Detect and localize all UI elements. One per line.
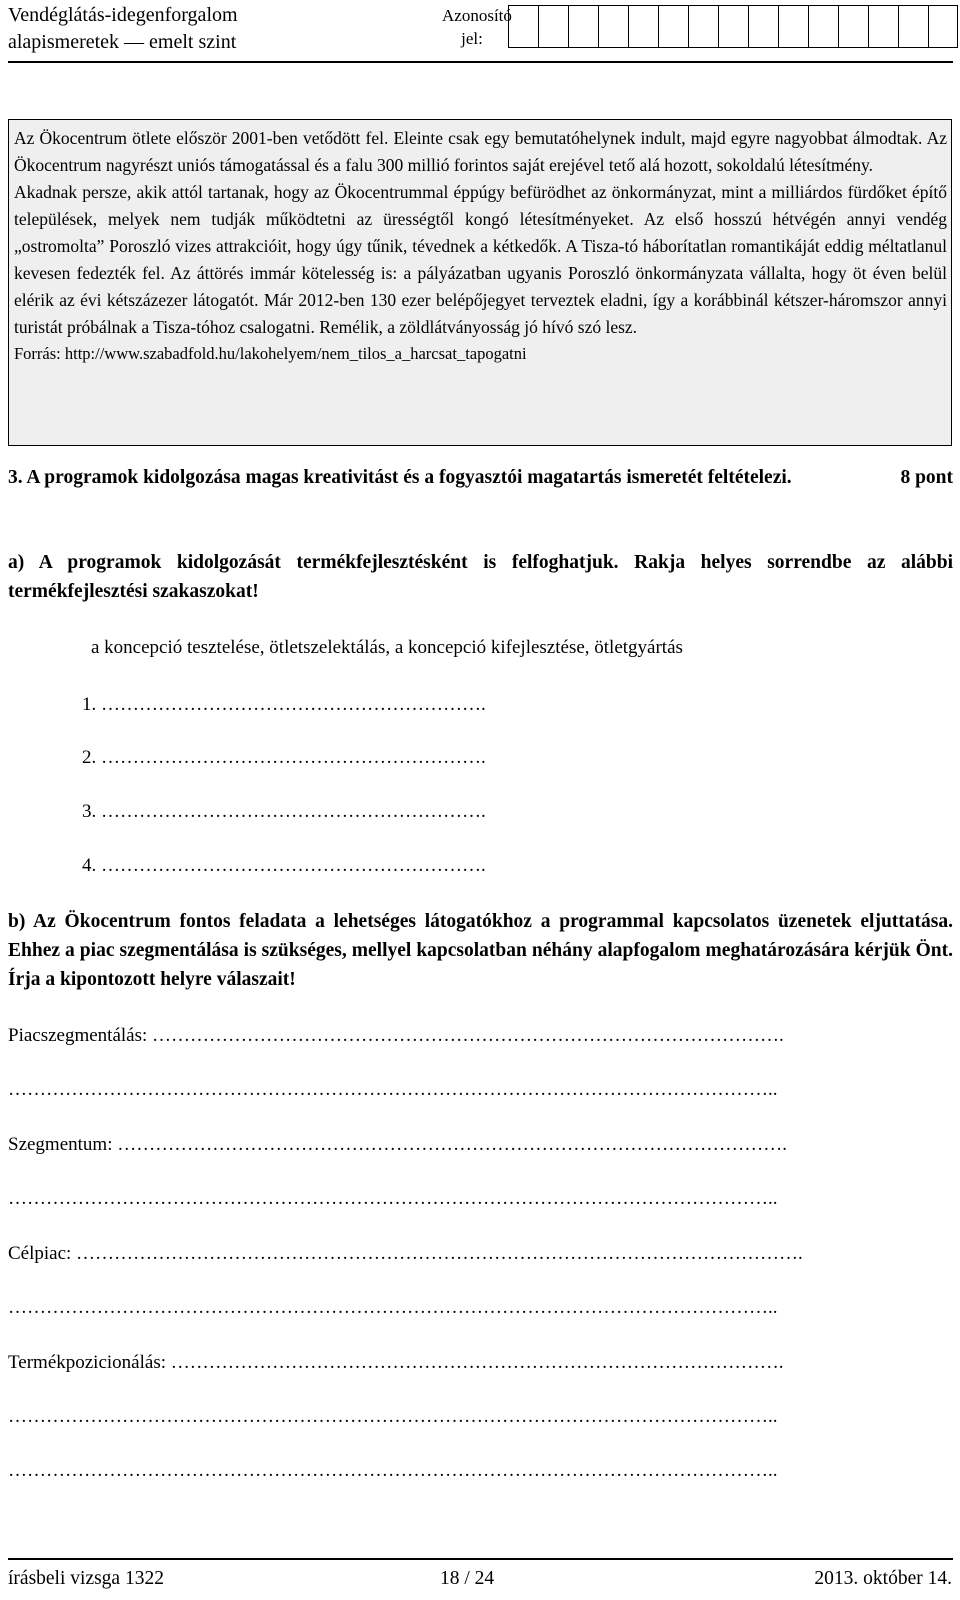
question-a	[8, 548, 953, 606]
answer-line-2[interactable]: 2. …………………………………………………….	[82, 747, 486, 768]
id-box[interactable]	[508, 5, 538, 48]
term-celpiac-continuation[interactable]: …………………………………………………………………………………………………………..	[8, 1297, 778, 1318]
header-title-line2: alapismeretek — emelt szint	[8, 31, 237, 53]
footer-divider	[8, 1558, 953, 1560]
question-a-text: a) A programok kidolgozását termékfejlesztésként is felfoghatjuk. Rakja helyes sorrendbe az alábbi termékfejlesztési szakaszokat!	[8, 552, 953, 602]
question-3-points: 8 pont	[900, 467, 953, 488]
id-label	[442, 4, 512, 50]
source-citation: Forrás: http://www.szabadfold.hu/lakohelyem/nem_tilos_a_harcsat_tapogatni	[14, 344, 527, 363]
answer-line-1[interactable]: 1. …………………………………………………….	[82, 694, 486, 715]
id-box[interactable]	[568, 5, 598, 48]
term-celpiac[interactable]: Célpiac: …………………………………………………………………………………………………….	[8, 1243, 803, 1264]
footer-date: 2013. október 14.	[814, 1568, 952, 1589]
id-box[interactable]	[898, 5, 928, 48]
term-termekpozicionalas-continuation[interactable]: …………………………………………………………………………………………………………..	[8, 1406, 778, 1427]
question-3	[8, 463, 953, 492]
id-boxes	[508, 5, 958, 48]
id-label-line1: Azonosító	[442, 6, 512, 25]
term-termekpozicionalas[interactable]: Termékpozicionálás: …………………………………………………………………………………….	[8, 1352, 784, 1373]
question-3-text: 3. A programok kidolgozása magas kreativitást és a fogyasztói magatartás ismeretét feltételezi.	[8, 467, 792, 488]
id-box[interactable]	[658, 5, 688, 48]
answer-line-4[interactable]: 4. …………………………………………………….	[82, 855, 486, 876]
header-title-line1: Vendéglátás-idegenforgalom	[8, 4, 238, 26]
id-box[interactable]	[928, 5, 958, 48]
answer-line-3[interactable]: 3. …………………………………………………….	[82, 801, 486, 822]
id-box[interactable]	[718, 5, 748, 48]
footer-exam-code: írásbeli vizsga 1322	[8, 1568, 164, 1589]
id-label-line2: jel:	[461, 29, 483, 48]
id-box[interactable]	[688, 5, 718, 48]
term-extra-line[interactable]: …………………………………………………………………………………………………………..	[8, 1460, 778, 1481]
id-box[interactable]	[778, 5, 808, 48]
id-box[interactable]	[748, 5, 778, 48]
id-box[interactable]	[538, 5, 568, 48]
source-text-box	[8, 119, 952, 446]
id-box[interactable]	[808, 5, 838, 48]
question-b-text: b) Az Ökocentrum fontos feladata a lehetséges látogatókhoz a programmal kapcsolatos üzenetek eljuttatása. Ehhez a piac szegmentálása is szükséges, mellyel kapcsolatban néhány alapfogalom meghatározására kérjük Önt. Írja a kipontozott helyre válaszait!	[8, 911, 953, 990]
source-paragraph-2: Akadnak persze, akik attól tartanak, hogy az Ökocentrummal éppúgy befürödhet az önkormányzat, mint a milliárdos fürdőket építő települések, melyek nem tudják működtetni az ürességtől kongó létesítményeket. Az első hosszú hétvégén annyi vendég „ostromolta” Poroszló vizes attrakcióit, hogy úgy tűnik, tévednek a kétkedők. A Tisza-tó háborítatlan romantikáját eddig méltatlanul kevesen fedezték fel. Az áttörés immár kötelesség is: a pályázatban ugyanis Poroszló önkormányzata vállalta, hogy öt éven belül elérik az évi kétszázezer látogatót. Már 2012-ben 130 ezer belépőjegyet terveztek eladni, így a korábbinál kétszer-háromszor annyi turistát próbálnak a Tisza-tóhoz csalogatni. Remélik, a zöldlátványosság jó hívó szó lesz.	[14, 182, 947, 337]
footer-page-number: 18 / 24	[440, 1568, 495, 1589]
id-box[interactable]	[598, 5, 628, 48]
term-szegmentum-continuation[interactable]: …………………………………………………………………………………………………………..	[8, 1188, 778, 1209]
header-divider	[8, 61, 953, 63]
id-box[interactable]	[838, 5, 868, 48]
question-b	[8, 907, 953, 994]
source-paragraph-1: Az Ökocentrum ötlete először 2001-ben vetődött fel. Eleinte csak egy bemutatóhelynek indult, majd egyre nagyobbat álmodtak. Az Ökocentrum nagyrészt uniós támogatással és a falu 300 millió forintos saját erejével tető alá hozott, sokoldalú létesítmény.	[14, 128, 947, 175]
id-box[interactable]	[628, 5, 658, 48]
question-a-options: a koncepció tesztelése, ötletszelektálás, a koncepció kifejlesztése, ötletgyártás	[91, 637, 683, 658]
header-title	[8, 2, 238, 56]
term-piacszegmentalas[interactable]: Piacszegmentálás: ……………………………………………………………………………………….	[8, 1025, 784, 1046]
id-box[interactable]	[868, 5, 898, 48]
term-szegmentum[interactable]: Szegmentum: …………………………………………………………………………………………….	[8, 1134, 787, 1155]
term-piacszegmentalas-continuation[interactable]: …………………………………………………………………………………………………………..	[8, 1079, 778, 1100]
